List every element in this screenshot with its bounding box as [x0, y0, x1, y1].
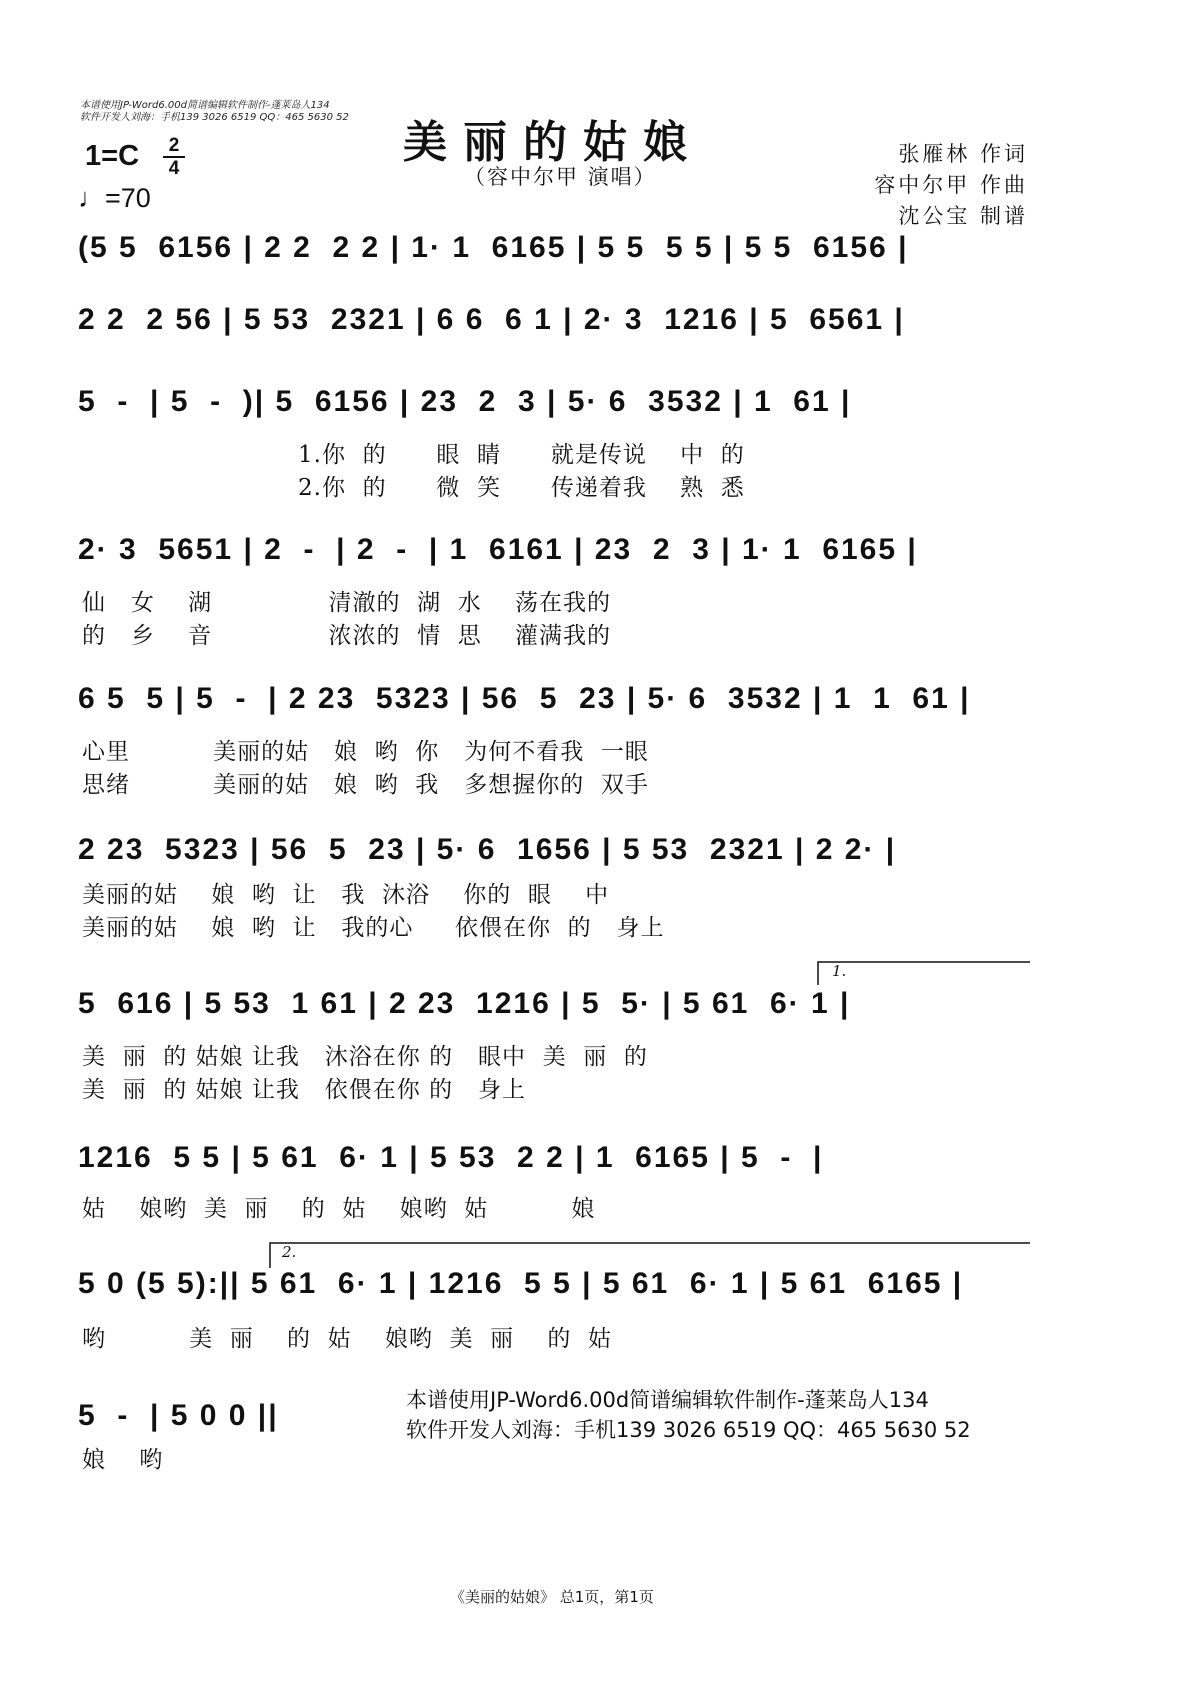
software-note-line2: 软件开发人刘海：手机139 3026 6519 QQ：465 5630 52 [80, 112, 349, 123]
lyrics-row-7-verse-1: 美 丽 的 姑娘 让我 沐浴在你 的 眼中 美 丽 的 [82, 1044, 648, 1070]
score-row-6: 2 23 5323 | 56 5 23 | 5· 6 1656 | 5 53 2321 | 2 2· | [78, 833, 897, 866]
score-row-7: 5 616 | 5 53 1 61 | 2 23 1216 | 5 5· | 5 61 6· 1 | [78, 987, 851, 1020]
lyrics-row-4-verse-2: 的 乡 音 浓浓的 情 思 灌满我的 [82, 623, 612, 649]
lyrics-row-5-verse-1: 心里 美丽的姑 娘 哟 你 为何不看我 一眼 [82, 739, 649, 765]
bottom-credits-line1: 本谱使用JP-Word6.00d简谱编辑软件制作-蓬莱岛人134 [406, 1388, 929, 1412]
volta-2-bracket [270, 1243, 1030, 1268]
lyrics-row-6-verse-2: 美丽的姑 娘 哟 让 我的心 依偎在你 的 身上 [82, 915, 665, 941]
score-row-1: (5 5 6156 | 2 2 2 2 | 1· 1 6165 | 5 5 5 5 | 5 5 6156 | [78, 231, 909, 264]
bottom-credits-line2: 软件开发人刘海：手机139 3026 6519 QQ：465 5630 52 [406, 1418, 971, 1442]
tempo-value: =70 [105, 183, 151, 213]
song-title: 美丽的姑娘 [403, 117, 703, 168]
lyrics-row-8-verse-1: 姑 娘哟 美 丽 的 姑 娘哟 姑 娘 [82, 1196, 596, 1222]
transcriber-credit: 沈公宝 制谱 [898, 204, 1028, 228]
key-signature: 1=C [85, 140, 140, 172]
time-signature-bottom: 4 [168, 158, 180, 179]
bottom-credits [406, 1385, 971, 1445]
lyrics-row-9-verse-1: 哟 美 丽 的 姑 娘哟 美 丽 的 姑 [82, 1326, 612, 1352]
volta-1-bracket [818, 962, 1030, 985]
volta-1-label: 1. [832, 962, 847, 980]
score-row-5: 6 5 5 | 5 - | 2 23 5323 | 56 5 23 | 5· 6 3532 | 1 1 61 | [78, 682, 971, 715]
page-footer: 《美丽的姑娘》 总1页，第1页 [450, 1588, 654, 1606]
score-row-4: 2· 3 5651 | 2 - | 2 - | 1 6161 | 23 2 3 | 1· 1 6165 | [78, 533, 918, 566]
lyrics-row-7-verse-2: 美 丽 的 姑娘 让我 依偎在你 的 身上 [82, 1077, 527, 1103]
score-row-2: 2 2 2 56 | 5 53 2321 | 6 6 6 1 | 2· 3 1216 | 5 6561 | [78, 303, 905, 336]
score-row-3: 5 - | 5 - )| 5 6156 | 23 2 3 | 5· 6 3532 | 1 61 | [78, 385, 852, 418]
lyrics-row-5-verse-2: 思绪 美丽的姑 娘 哟 我 多想握你的 双手 [82, 772, 649, 798]
volta-2-label: 2. [282, 1243, 297, 1261]
score-row-9: 5 0 (5 5):|| 5 61 6· 1 | 1216 5 5 | 5 61 6· 1 | 5 61 6165 | [78, 1267, 964, 1300]
singer-line: （容中尔甲 演唱） [464, 165, 657, 189]
lyrics-row-3-verse-2: 2.你 的 微 笑 传递着我 熟 悉 [298, 475, 745, 501]
composer-credit: 容中尔甲 作曲 [874, 173, 1028, 197]
score-row-8: 1216 5 5 | 5 61 6· 1 | 5 53 2 2 | 1 6165 | 5 - | [78, 1141, 824, 1174]
lyricist-credit: 张雁林 作词 [898, 142, 1028, 166]
lyrics-row-10-verse-1: 娘 哟 [82, 1447, 164, 1473]
lyrics-row-6-verse-1: 美丽的姑 娘 哟 让 我 沐浴 你的 眼 中 [82, 882, 610, 908]
time-signature-top: 2 [168, 135, 180, 156]
score-row-10: 5 - | 5 0 0 || [78, 1399, 279, 1432]
lyrics-row-3-verse-1: 1.你 的 眼 睛 就是传说 中 的 [298, 442, 745, 468]
lyrics-row-4-verse-1: 仙 女 湖 清澈的 湖 水 荡在我的 [82, 590, 612, 616]
software-note-line1: 本谱使用JP-Word6.00d简谱编辑软件制作-蓬莱岛人134 [80, 100, 330, 111]
quarter-note-icon: ♩ [78, 183, 105, 213]
